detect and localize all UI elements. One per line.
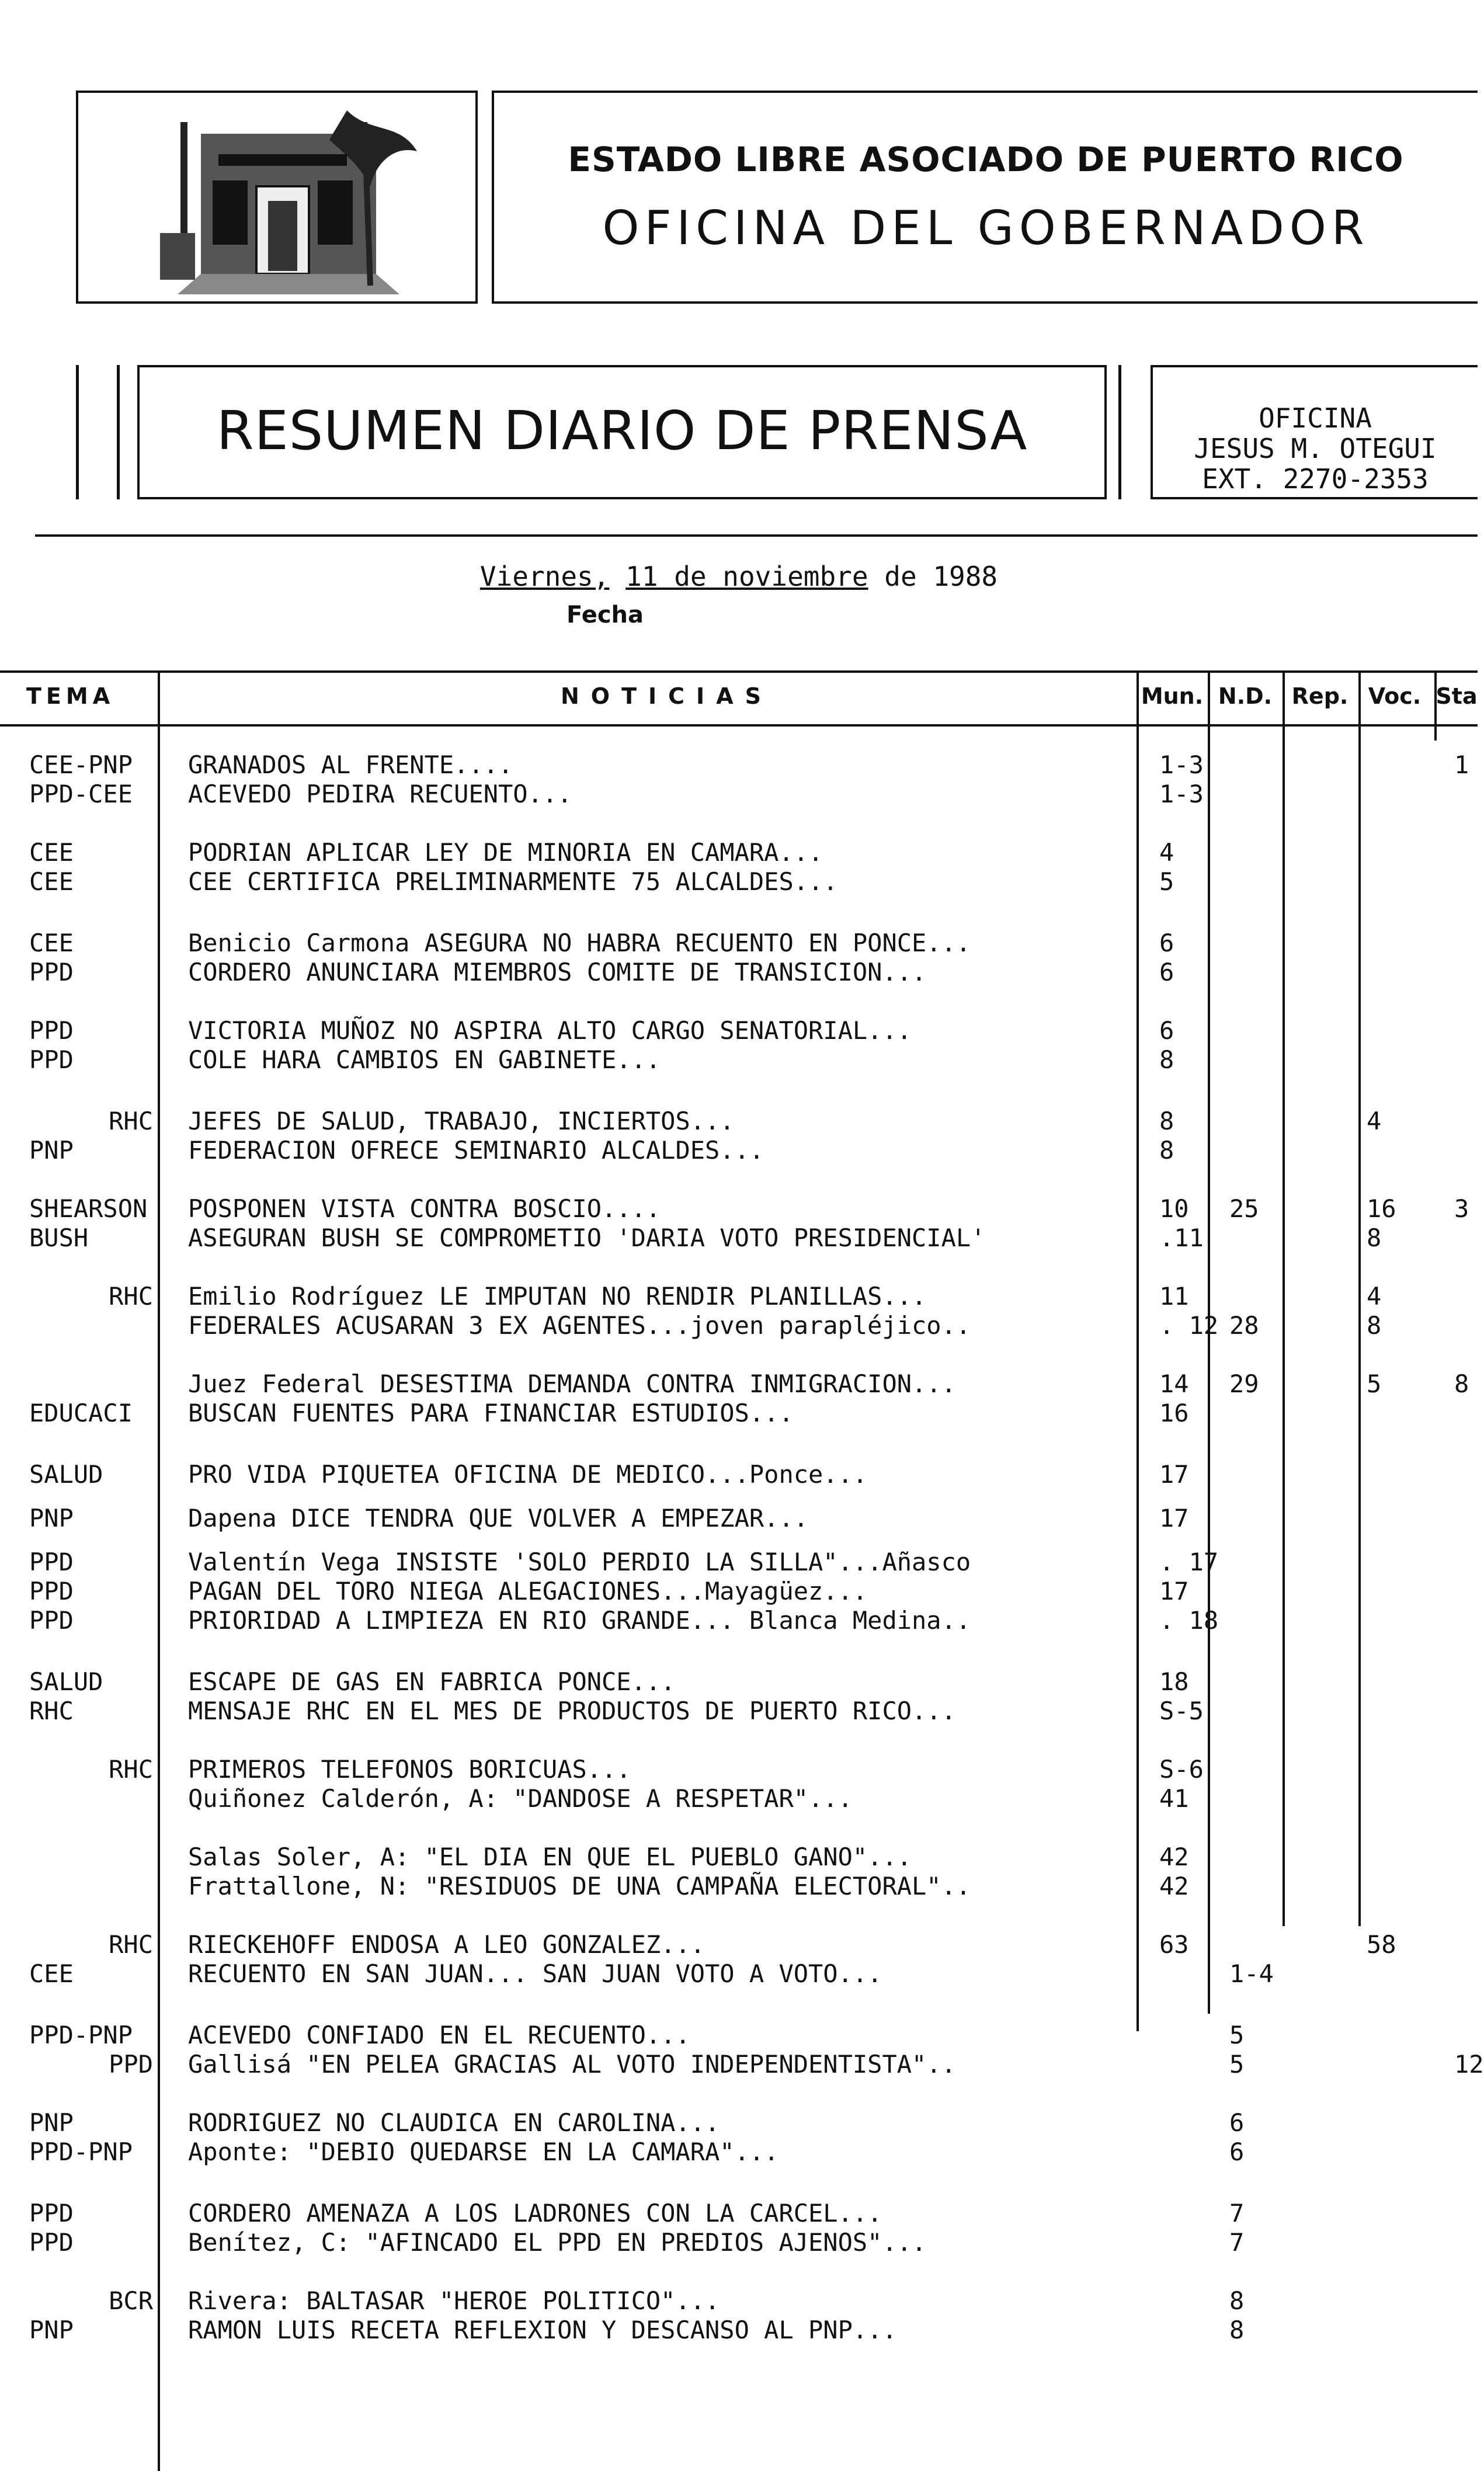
- table-row: [0, 780, 1478, 810]
- row-tema: CEE: [29, 838, 74, 867]
- row-mun-page: 11: [1159, 1282, 1189, 1311]
- row-nd-page: 5: [1229, 2050, 1245, 2079]
- row-tema: CEE: [29, 867, 74, 896]
- row-headline: Dapena DICE TENDRA QUE VOLVER A EMPEZAR...: [188, 1504, 809, 1532]
- row-mun-page: 4: [1159, 838, 1174, 867]
- row-nd-page: 5: [1229, 2021, 1245, 2049]
- row-tema: BCR: [109, 2286, 153, 2315]
- row-headline: Gallisá "EN PELEA GRACIAS AL VOTO INDEPENDENTISTA"..: [188, 2050, 956, 2079]
- row-headline: Benítez, C: "AFINCADO EL PPD EN PREDIOS AJENOS"...: [188, 2228, 927, 2257]
- row-nd-page: 28: [1229, 1311, 1259, 1340]
- table-row: [0, 1282, 1478, 1312]
- row-headline: ASEGURAN BUSH SE COMPROMETIO 'DARIA VOTO PRESIDENCIAL': [188, 1224, 986, 1252]
- row-headline: POSPONEN VISTA CONTRA BOSCIO....: [188, 1194, 661, 1223]
- row-tema: RHC: [109, 1282, 153, 1311]
- row-mun-page: 8: [1159, 1136, 1174, 1165]
- row-headline: FEDERALES ACUSARAN 3 EX AGENTES...joven parapléjico..: [188, 1311, 971, 1340]
- row-headline: COLE HARA CAMBIOS EN GABINETE...: [188, 1045, 661, 1074]
- column-header-noticias: NOTICIAS: [561, 683, 773, 709]
- office-contact-name: JESUS M. OTEGUI: [1194, 433, 1437, 464]
- row-headline: MENSAJE RHC EN EL MES DE PRODUCTOS DE PUERTO RICO...: [188, 1697, 956, 1725]
- row-headline: RECUENTO EN SAN JUAN... SAN JUAN VOTO A VOTO...: [188, 1959, 882, 1988]
- table-row: [0, 2021, 1478, 2051]
- banner-title: RESUMEN DIARIO DE PRENSA: [216, 399, 1028, 462]
- row-mun-page: S-6: [1159, 1755, 1204, 1784]
- row-tema: PPD: [29, 1577, 74, 1605]
- table-row: [0, 1872, 1478, 1902]
- table-row: [0, 1045, 1478, 1076]
- row-tema: PPD-PNP: [29, 2138, 133, 2166]
- table-row: [0, 1959, 1478, 1990]
- row-tema: PNP: [29, 1136, 74, 1165]
- table-row: [0, 958, 1478, 988]
- row-tema: SALUD: [29, 1667, 103, 1696]
- row-headline: Aponte: "DEBIO QUEDARSE EN LA CAMARA"...: [188, 2138, 779, 2166]
- row-tema: PPD-PNP: [29, 2021, 133, 2049]
- row-nd-page: 7: [1229, 2199, 1245, 2227]
- row-mun-page: 6: [1159, 1016, 1174, 1045]
- table-row: [0, 1136, 1478, 1166]
- table-row: [0, 2108, 1478, 2139]
- table-row: [0, 1843, 1478, 1873]
- row-tema: PPD: [29, 958, 74, 986]
- row-headline: ACEVEDO PEDIRA RECUENTO...: [188, 780, 572, 808]
- table-row: [0, 1311, 1478, 1342]
- row-mun-page: 42: [1159, 1843, 1189, 1871]
- date-label: Fecha: [567, 602, 644, 628]
- row-mun-page: 5: [1159, 867, 1174, 896]
- table-row: [0, 1399, 1478, 1429]
- table-row: [0, 1224, 1478, 1254]
- table-row: [0, 1194, 1478, 1225]
- governor-office-title: OFICINA DEL GOBERNADOR: [602, 201, 1370, 255]
- row-sta-page: 12: [1454, 2050, 1484, 2079]
- column-header-rep: Rep.: [1291, 683, 1349, 709]
- row-mun-page: . 12: [1159, 1311, 1219, 1340]
- table-row: [0, 1504, 1478, 1534]
- row-nd-page: 8: [1229, 2316, 1245, 2344]
- row-tema: PNP: [29, 2108, 74, 2137]
- table-row: [0, 2138, 1478, 2168]
- row-mun-page: 1-3: [1159, 750, 1204, 779]
- table-row: [0, 750, 1478, 781]
- row-tema: SHEARSON: [29, 1194, 148, 1223]
- row-headline: Emilio Rodríguez LE IMPUTAN NO RENDIR PLANILLAS...: [188, 1282, 927, 1311]
- row-tema: PPD: [109, 2050, 153, 2079]
- row-voc-page: 4: [1367, 1282, 1382, 1311]
- row-sta-page: 3: [1454, 1194, 1469, 1223]
- row-mun-page: 16: [1159, 1399, 1189, 1427]
- row-mun-page: 17: [1159, 1504, 1189, 1532]
- table-row: [0, 2050, 1484, 2080]
- row-mun-page: S-5: [1159, 1697, 1204, 1725]
- row-mun-page: .11: [1159, 1224, 1204, 1252]
- row-sta-page: 8: [1454, 1370, 1469, 1398]
- column-header-voc: Voc.: [1368, 683, 1422, 709]
- row-nd-page: 29: [1229, 1370, 1259, 1398]
- row-headline: Quiñonez Calderón, A: "DANDOSE A RESPETAR"...: [188, 1784, 853, 1813]
- row-nd-page: 1-4: [1229, 1959, 1274, 1988]
- row-headline: ACEVEDO CONFIADO EN EL RECUENTO...: [188, 2021, 690, 2049]
- row-tema: PPD: [29, 1548, 74, 1576]
- row-nd-page: 6: [1229, 2138, 1245, 2166]
- table-row: [0, 2199, 1478, 2229]
- row-tema: PPD: [29, 2228, 74, 2257]
- row-headline: PAGAN DEL TORO NIEGA ALEGACIONES...Mayagüez...: [188, 1577, 868, 1605]
- row-headline: JEFES DE SALUD, TRABAJO, INCIERTOS...: [188, 1107, 735, 1135]
- row-headline: Benicio Carmona ASEGURA NO HABRA RECUENTO EN PONCE...: [188, 929, 971, 957]
- row-tema: RHC: [109, 1107, 153, 1135]
- row-tema: CEE: [29, 929, 74, 957]
- row-voc-page: 4: [1367, 1107, 1382, 1135]
- row-headline: Salas Soler, A: "EL DIA EN QUE EL PUEBLO GANO"...: [188, 1843, 912, 1871]
- table-row: [0, 1370, 1478, 1400]
- row-headline: FEDERACION OFRECE SEMINARIO ALCALDES...: [188, 1136, 764, 1165]
- row-mun-page: 8: [1159, 1107, 1174, 1135]
- column-header-nd: N.D.: [1218, 683, 1273, 709]
- row-headline: PRIMEROS TELEFONOS BORICUAS...: [188, 1755, 631, 1784]
- row-headline: Juez Federal DESESTIMA DEMANDA CONTRA INMIGRACION...: [188, 1370, 956, 1398]
- row-mun-page: 41: [1159, 1784, 1189, 1813]
- commonwealth-title: ESTADO LIBRE ASOCIADO DE PUERTO RICO: [568, 140, 1404, 179]
- row-tema: PPD: [29, 1606, 74, 1635]
- table-row: [0, 1016, 1478, 1047]
- row-voc-page: 8: [1367, 1224, 1382, 1252]
- table-row: [0, 1784, 1478, 1815]
- row-mun-page: 1-3: [1159, 780, 1204, 808]
- row-voc-page: 16: [1367, 1194, 1396, 1223]
- row-headline: Frattallone, N: "RESIDUOS DE UNA CAMPAÑA ELECTORAL"..: [188, 1872, 971, 1900]
- row-headline: GRANADOS AL FRENTE....: [188, 750, 513, 779]
- row-mun-page: 8: [1159, 1045, 1174, 1074]
- table-row: [0, 1107, 1478, 1137]
- row-tema: PPD-CEE: [29, 780, 133, 808]
- row-tema: RHC: [29, 1697, 74, 1725]
- table-row: [0, 1697, 1478, 1727]
- row-mun-page: 6: [1159, 929, 1174, 957]
- date-year: de 1988: [884, 561, 998, 592]
- column-header-tema: TEMA: [26, 683, 115, 709]
- row-voc-page: 58: [1367, 1930, 1396, 1959]
- table-row: [0, 1930, 1478, 1961]
- table-row: [0, 1577, 1478, 1607]
- row-headline: RIECKEHOFF ENDOSA A LEO GONZALEZ...: [188, 1930, 705, 1959]
- row-nd-page: 8: [1229, 2286, 1245, 2315]
- row-mun-page: 10: [1159, 1194, 1189, 1223]
- row-tema: PPD: [29, 1016, 74, 1045]
- row-mun-page: 17: [1159, 1460, 1189, 1489]
- row-nd-page: 25: [1229, 1194, 1259, 1223]
- row-nd-page: 7: [1229, 2228, 1245, 2257]
- row-mun-page: . 18: [1159, 1606, 1219, 1635]
- table-row: [0, 867, 1478, 898]
- row-headline: ESCAPE DE GAS EN FABRICA PONCE...: [188, 1667, 676, 1696]
- row-headline: PRO VIDA PIQUETEA OFICINA DE MEDICO...Ponce...: [188, 1460, 868, 1489]
- row-headline: BUSCAN FUENTES PARA FINANCIAR ESTUDIOS...: [188, 1399, 794, 1427]
- row-tema: RHC: [109, 1755, 153, 1784]
- row-headline: RODRIGUEZ NO CLAUDICA EN CAROLINA...: [188, 2108, 720, 2137]
- table-row: [0, 929, 1478, 959]
- row-tema: RHC: [109, 1930, 153, 1959]
- row-voc-page: 5: [1367, 1370, 1382, 1398]
- table-row: [0, 2316, 1478, 2346]
- row-headline: CEE CERTIFICA PRELIMINARMENTE 75 ALCALDES...: [188, 867, 838, 896]
- row-sta-page: 1: [1454, 750, 1469, 779]
- office-extension: EXT. 2270-2353: [1202, 463, 1429, 495]
- row-tema: PNP: [29, 2316, 74, 2344]
- table-row: [0, 1548, 1478, 1578]
- row-nd-page: 6: [1229, 2108, 1245, 2137]
- row-tema: CEE-PNP: [29, 750, 133, 779]
- row-mun-page: . 17: [1159, 1548, 1219, 1576]
- office-label: OFICINA: [1259, 402, 1372, 434]
- row-voc-page: 8: [1367, 1311, 1382, 1340]
- row-mun-page: 18: [1159, 1667, 1189, 1696]
- row-headline: PODRIAN APLICAR LEY DE MINORIA EN CAMARA...: [188, 838, 823, 867]
- row-mun-page: 17: [1159, 1577, 1189, 1605]
- row-headline: CORDERO ANUNCIARA MIEMBROS COMITE DE TRANSICION...: [188, 958, 927, 986]
- table-row: [0, 1460, 1478, 1490]
- date-weekday: Viernes,: [479, 561, 610, 592]
- row-mun-page: 6: [1159, 958, 1174, 986]
- table-row: [0, 2286, 1478, 2317]
- row-headline: CORDERO AMENAZA A LOS LADRONES CON LA CARCEL...: [188, 2199, 882, 2227]
- row-tema: BUSH: [29, 1224, 89, 1252]
- row-headline: Rivera: BALTASAR "HEROE POLITICO"...: [188, 2286, 720, 2315]
- date-day-month: 11 de noviembre: [625, 561, 868, 592]
- table-row: [0, 1755, 1478, 1785]
- row-tema: SALUD: [29, 1460, 103, 1489]
- row-mun-page: 42: [1159, 1872, 1189, 1900]
- table-row: [0, 838, 1478, 868]
- row-tema: EDUCACI: [29, 1399, 133, 1427]
- column-header-mun: Mun.: [1141, 683, 1204, 709]
- column-header-sta: Sta: [1436, 683, 1478, 709]
- row-mun-page: 14: [1159, 1370, 1189, 1398]
- table-row: [0, 2228, 1478, 2258]
- row-tema: PPD: [29, 1045, 74, 1074]
- row-headline: PRIORIDAD A LIMPIEZA EN RIO GRANDE... Blanca Medina..: [188, 1606, 971, 1635]
- row-mun-page: 63: [1159, 1930, 1189, 1959]
- row-tema: PPD: [29, 2199, 74, 2227]
- row-headline: VICTORIA MUÑOZ NO ASPIRA ALTO CARGO SENATORIAL...: [188, 1016, 912, 1045]
- table-row: [0, 1606, 1478, 1636]
- row-headline: RAMON LUIS RECETA REFLEXION Y DESCANSO AL PNP...: [188, 2316, 897, 2344]
- row-tema: PNP: [29, 1504, 74, 1532]
- table-row: [0, 1667, 1478, 1698]
- row-tema: CEE: [29, 1959, 74, 1988]
- row-headline: Valentín Vega INSISTE 'SOLO PERDIO LA SILLA"...Añasco: [188, 1548, 971, 1576]
